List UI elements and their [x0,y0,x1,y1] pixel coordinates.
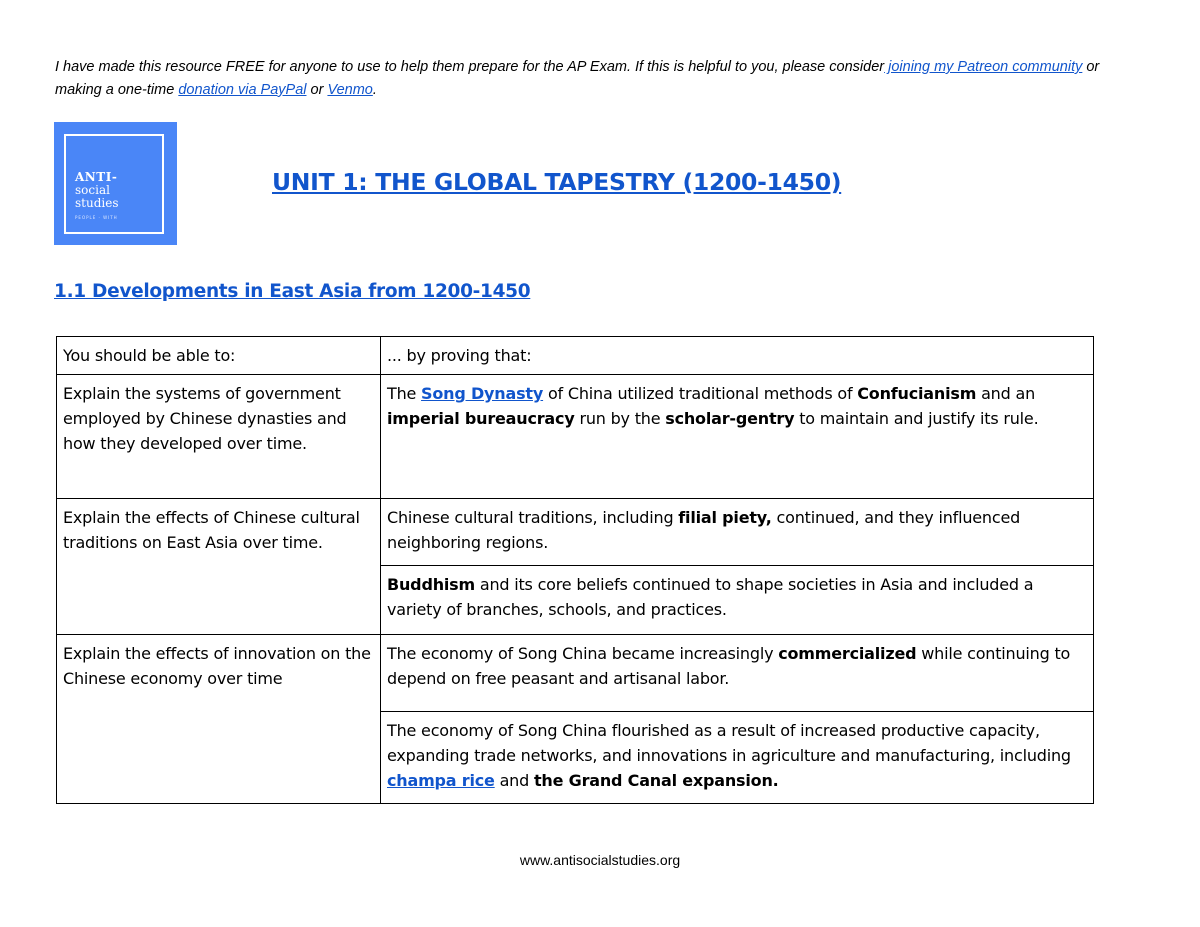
patreon-link[interactable]: joining my Patreon community [884,59,1083,75]
evidence-economic-flourishing [381,712,1094,804]
bold-term-filial-piety: filial piety, [678,508,772,527]
objective-government: Explain the systems of government employed by Chinese dynasties and how they developed over time. [57,375,381,499]
text-fragment: Chinese cultural traditions, including [387,508,679,527]
champa-rice-link[interactable]: champa rice [387,771,495,790]
text-fragment: The [387,384,422,403]
text-fragment: The economy of Song China became increasingly [387,644,779,663]
paypal-link[interactable]: donation via PayPal [178,82,307,98]
intro-text-end: . [372,82,377,98]
song-dynasty-link[interactable]: Song Dynasty [421,384,544,403]
logo-wordmark [75,171,119,210]
learning-objectives-table [56,336,1094,804]
logo-line-anti: ANTI- [75,170,118,184]
evidence-buddhism [381,566,1094,635]
bold-term-confucianism: Confucianism [857,384,977,403]
evidence-commercialization [381,635,1094,712]
intro-note [55,56,1105,102]
bold-term-bureaucracy: imperial bureaucracy [387,409,575,428]
text-fragment: and [494,771,534,790]
logo-line-studies: studies [75,196,119,210]
evidence-song-dynasty [381,375,1094,499]
table-row [57,635,1094,712]
venmo-link[interactable]: Venmo [327,82,373,98]
objective-cultural-traditions: Explain the effects of Chinese cultural traditions on East Asia over time. [57,499,381,635]
text-fragment: The economy of Song China flourished as a result of increased productive capacity, expanding trade networks, and innovations in agriculture and manufacturing, including [387,721,1071,765]
footer-url: www.antisocialstudies.org [519,852,681,868]
intro-text-or: or [306,82,328,98]
text-fragment: while continuing to depend on free peasant and artisanal labor. [387,644,1071,688]
bold-term-buddhism: Buddhism [387,575,475,594]
logo-frame [64,134,164,234]
text-fragment: of China utilized traditional methods of [543,384,858,403]
logo-line-social: social [75,183,110,197]
evidence-filial-piety [381,499,1094,566]
antisocial-studies-logo [54,122,177,245]
unit-title[interactable]: UNIT 1: THE GLOBAL TAPESTRY (1200-1450) [272,168,842,196]
table-row [57,499,1094,566]
text-fragment: run by the [574,409,666,428]
logo-tagline: PEOPLE · WITH [75,215,118,220]
text-fragment: and its core beliefs continued to shape societies in Asia and included a variety of branches, schools, and practices. [387,575,1034,619]
header-cell-left: You should be able to: [57,337,381,375]
bold-term-grand-canal: the Grand Canal expansion. [533,771,779,790]
bold-term-commercialized: commercialized [778,644,917,663]
text-fragment: continued, and they influenced neighboring regions. [387,508,1021,552]
text-fragment: and an [976,384,1036,403]
intro-text-mid: or making a one-time [55,59,1100,98]
text-fragment: to maintain and justify its rule. [794,409,1039,428]
bold-term-scholar-gentry: scholar-gentry [665,409,795,428]
table-row [57,375,1094,499]
objective-innovation: Explain the effects of innovation on the Chinese economy over time [57,635,381,804]
table-header-row [57,337,1094,375]
intro-text: I have made this resource FREE for anyone to use to help them prepare for the AP Exam. If this is helpful to you, please consider [55,59,885,75]
section-title[interactable]: 1.1 Developments in East Asia from 1200-1450 [54,281,531,302]
header-cell-right: ... by proving that: [381,337,1094,375]
